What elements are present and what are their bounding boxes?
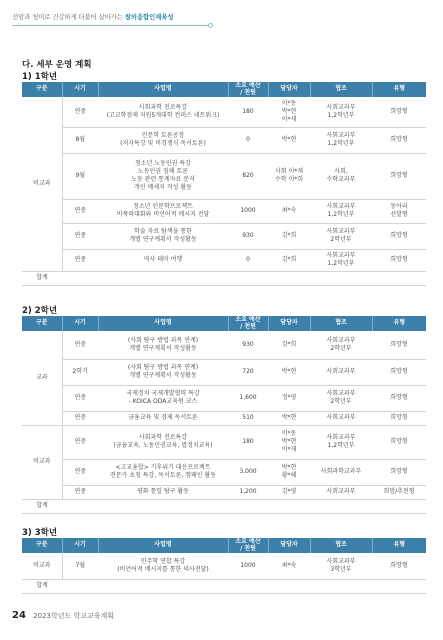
cell-manager: 최*숙: [268, 199, 310, 223]
table-row: [22, 249, 426, 271]
total-cell: [228, 579, 268, 593]
cell-type: 희망형: [372, 411, 426, 425]
cell-period: 연중: [62, 249, 98, 271]
cell-budget: 930: [228, 223, 268, 249]
column-header: 사업명: [98, 82, 228, 97]
cell-coop: 사회교과부: [310, 485, 372, 499]
table-row: [22, 331, 426, 359]
cell-type: 희망형: [372, 127, 426, 153]
section-title: 다. 세부 운영 계획: [22, 60, 92, 70]
column-header: 구분: [22, 538, 62, 553]
table-row: [22, 459, 426, 485]
total-cell: [98, 271, 228, 285]
cell-name: 금융교육 및 경제 독서토론: [98, 411, 228, 425]
column-header: 유형: [372, 82, 426, 97]
cell-type: 희망형: [372, 459, 426, 485]
cell-name: 국제정치 국제개발협력 특강 - KOICA ODA교육원 코스: [98, 385, 228, 411]
cell-period: 연중: [62, 97, 98, 127]
column-header: 담당자: [268, 538, 310, 553]
cell-coop: 사회교과부 2학년부: [310, 331, 372, 359]
table-header-row: [22, 82, 426, 97]
cell-name: 역사 테마 여행: [98, 249, 228, 271]
cell-name: 민주학 연합 특강 (비언어적 메시지를 통한 의사전달): [98, 553, 228, 579]
cell-type: 희망형: [372, 359, 426, 385]
cell-manager: 이*동 박*현 이*재: [268, 425, 310, 459]
column-header: 유형: [372, 538, 426, 553]
cell-name: 인문학 토론공장 (저자특강 및 비경쟁식 독서토론): [98, 127, 228, 153]
grade3-table: [22, 538, 426, 594]
cell-manager: 박*현 황*혜: [268, 459, 310, 485]
cell-name: (사회 탐구 방법 과목 연계) 개별 연구계획서 작성활동: [98, 359, 228, 385]
total-row: [22, 499, 426, 513]
total-label: 합계: [22, 579, 62, 593]
total-cell: [372, 271, 426, 285]
cell-coop: 사회교과부 1,2학년부: [310, 199, 372, 223]
total-cell: [372, 499, 426, 513]
cell-period: 2학기: [62, 359, 98, 385]
cell-budget: 820: [228, 153, 268, 199]
cell-period: 9월: [62, 153, 98, 199]
cell-type: 희망형: [372, 153, 426, 199]
total-cell: [62, 579, 98, 593]
cell-manager: 사회 이*재 수학 이*희: [268, 153, 310, 199]
header-rule: [12, 25, 212, 26]
cell-coop: 사회교과부 1,2학년부: [310, 425, 372, 459]
page-footer: [12, 610, 114, 621]
total-cell: [268, 499, 310, 513]
cell-period: 7월: [62, 553, 98, 579]
total-row: [22, 271, 426, 285]
group-cell: 비교과: [22, 97, 62, 271]
total-cell: [268, 271, 310, 285]
table-row: [22, 97, 426, 127]
table-row: [22, 411, 426, 425]
group-cell: 비교과: [22, 425, 62, 499]
cell-manager: 김*희: [268, 223, 310, 249]
cell-budget: 3,000: [228, 459, 268, 485]
table-row: [22, 425, 426, 459]
table-row: [22, 199, 426, 223]
cell-period: 연중: [62, 223, 98, 249]
total-label: 합계: [22, 271, 62, 285]
cell-name: <고교융합> 기후위기 대응프로젝트 전문가 초청 특강, 독서토론, 캠페인 활동: [98, 459, 228, 485]
cell-budget: 180: [228, 425, 268, 459]
cell-coop: 사회교과부: [310, 359, 372, 385]
column-header: 사업명: [98, 316, 228, 331]
table-row: [22, 359, 426, 385]
table-header-row: [22, 316, 426, 331]
total-cell: [62, 499, 98, 513]
cell-manager: 김*영: [268, 485, 310, 499]
table-row: [22, 153, 426, 199]
table-header-row: [22, 538, 426, 553]
total-cell: [228, 271, 268, 285]
cell-coop: 사회교과부 2학년부: [310, 223, 372, 249]
cell-period: 연중: [62, 459, 98, 485]
group-cell: 교과: [22, 331, 62, 425]
cell-period: 8월: [62, 127, 98, 153]
cell-manager: 김*희: [268, 249, 310, 271]
column-header: 소요 예산 / 천원: [228, 82, 268, 97]
cell-name: 평화 통일 탐구 활동: [98, 485, 228, 499]
cell-period: 연중: [62, 331, 98, 359]
total-cell: [98, 499, 228, 513]
cell-manager: 정*영: [268, 385, 310, 411]
grade1-table: [22, 82, 426, 286]
cell-type: 희망형: [372, 249, 426, 271]
cell-coop: 사회교과부 2학년부: [310, 385, 372, 411]
total-cell: [228, 499, 268, 513]
cell-name: (사회 탐구 방법 과목 연계) 개별 연구계획서 작성활동: [98, 331, 228, 359]
cell-period: 연중: [62, 385, 98, 411]
cell-name: 학술 자료 탐색을 통한 개별 연구계획서 작성활동: [98, 223, 228, 249]
cell-name: 사회과학 진로특강 (고교학점제 지원5개대학 컨퍼스 네트워크): [98, 97, 228, 127]
cell-coop: 사회, 수학교과부: [310, 153, 372, 199]
cell-name: 청소년 노동인권 특강 노동인권 침해 토론 노동 관련 통계자료 분석 개인 메세지 작성 활동: [98, 153, 228, 199]
grade1-title: 1) 1학년: [22, 72, 58, 82]
cell-period: 연중: [62, 199, 98, 223]
total-cell: [310, 499, 372, 513]
grade3-title: 3) 3학년: [22, 528, 58, 538]
total-label: 합계: [22, 499, 62, 513]
column-header: 협조: [310, 316, 372, 331]
cell-manager: 박*현: [268, 127, 310, 153]
cell-manager: 최*숙: [268, 553, 310, 579]
cell-budget: 510: [228, 411, 268, 425]
table-row: [22, 485, 426, 499]
cell-type: 희망형: [372, 553, 426, 579]
cell-type: 희망/추천형: [372, 485, 426, 499]
cell-manager: 김*희: [268, 331, 310, 359]
cell-type: 희망형: [372, 385, 426, 411]
cell-period: 연중: [62, 411, 98, 425]
cell-budget: 0: [228, 249, 268, 271]
cell-budget: 930: [228, 331, 268, 359]
column-header: 시기: [62, 538, 98, 553]
table-row: [22, 553, 426, 579]
grade2-title: 2) 2학년: [22, 306, 58, 316]
cell-type: 희망형: [372, 331, 426, 359]
table-row: [22, 127, 426, 153]
cell-budget: 1000: [228, 553, 268, 579]
table-row: [22, 385, 426, 411]
total-cell: [62, 271, 98, 285]
column-header: 구분: [22, 82, 62, 97]
page-header: [12, 12, 431, 21]
cell-period: 연중: [62, 425, 98, 459]
grade2-table: [22, 316, 426, 514]
header-accent: 창의융합인재육성: [124, 13, 174, 21]
cell-budget: 1,200: [228, 485, 268, 499]
cell-name: 사회과학 진로특강 (금융교육, 노동인권교육, 법정치교육): [98, 425, 228, 459]
header-rule-dot: [208, 23, 213, 28]
column-header: 담당자: [268, 82, 310, 97]
cell-coop: 사회교과부 1,2학년부: [310, 97, 372, 127]
cell-type: 동아리 선발형: [372, 199, 426, 223]
cell-budget: 180: [228, 97, 268, 127]
cell-type: 희망형: [372, 223, 426, 249]
cell-coop: 사회교과부 3학년부: [310, 553, 372, 579]
cell-coop: 사회교과부 1,2학년부: [310, 249, 372, 271]
cell-coop: 사회과학교과부: [310, 459, 372, 485]
total-row: [22, 579, 426, 593]
column-header: 소요 예산 / 천원: [228, 538, 268, 553]
cell-type: 희망형: [372, 425, 426, 459]
column-header: 담당자: [268, 316, 310, 331]
cell-coop: 사회교과부 1,2학년부: [310, 127, 372, 153]
total-cell: [98, 579, 228, 593]
cell-budget: 1,600: [228, 385, 268, 411]
cell-budget: 0: [228, 127, 268, 153]
footer-title: 2023학년도 학교교육계획: [33, 612, 115, 620]
cell-type: 희망형: [372, 97, 426, 127]
cell-manager: 이*동 박*현 이*재: [268, 97, 310, 127]
column-header: 시기: [62, 82, 98, 97]
column-header: 시기: [62, 316, 98, 331]
column-header: 구분: [22, 316, 62, 331]
cell-name: 청소년 인문학프로젝트 비폭력대화와 비언어적 메시지 전달: [98, 199, 228, 223]
cell-manager: 박*현: [268, 411, 310, 425]
column-header: 유형: [372, 316, 426, 331]
cell-budget: 1000: [228, 199, 268, 223]
cell-budget: 720: [228, 359, 268, 385]
total-cell: [372, 579, 426, 593]
cell-manager: 박*현: [268, 359, 310, 385]
column-header: 소요 예산 / 천원: [228, 316, 268, 331]
total-cell: [268, 579, 310, 593]
column-header: 협조: [310, 82, 372, 97]
header-prefix: 선암과 청미로 건강하게 더불어 살아가는: [12, 13, 123, 21]
cell-period: 연중: [62, 485, 98, 499]
table-row: [22, 223, 426, 249]
total-cell: [310, 271, 372, 285]
page-number: 24: [12, 610, 26, 621]
column-header: 사업명: [98, 538, 228, 553]
cell-coop: 사회교과부: [310, 411, 372, 425]
total-cell: [310, 579, 372, 593]
column-header: 협조: [310, 538, 372, 553]
group-cell: 비교과: [22, 553, 62, 579]
